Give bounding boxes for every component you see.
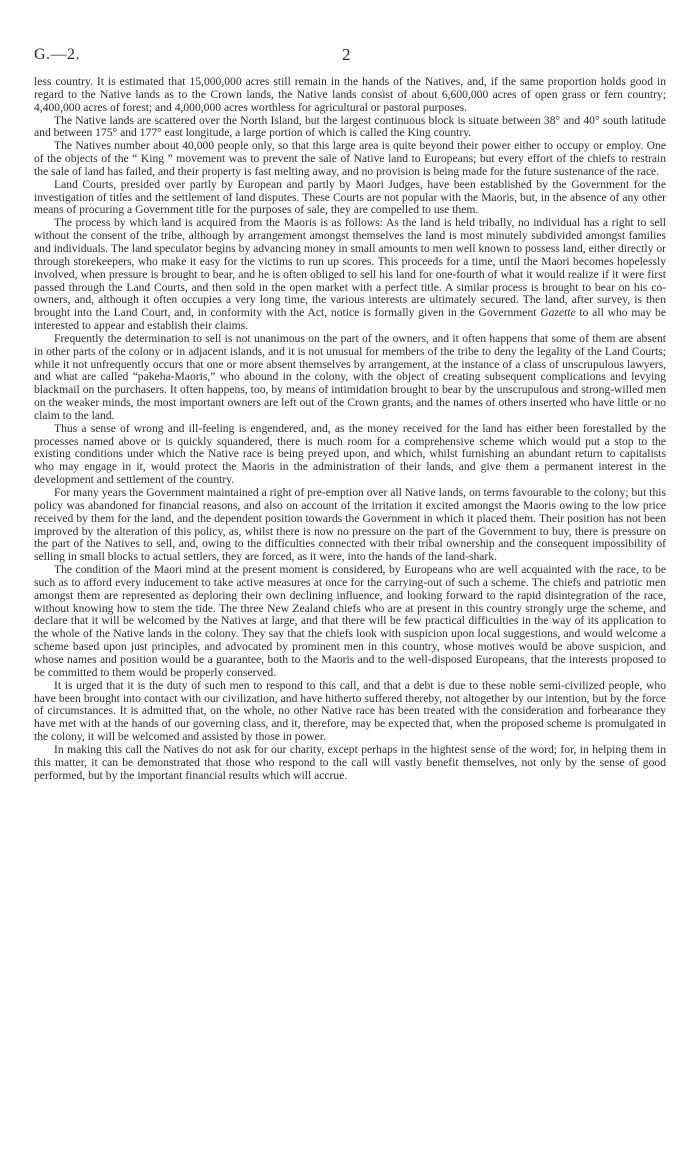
paragraph-text: In making this call the Natives do not ask for our charity, except perhaps in the hightest sense of the word; for, in helping them in this matter, it can be demonstrated that those who respond to the call will vastly benefit themselves, not only by the sense of good performed, but by the important financial results which will accrue. — [34, 742, 666, 782]
paragraph-text: The process by which land is acquired from the Maoris is as follows: As the land is held tribally, no individual has a right to sell without the consent of the tribe, although by arrangement amongst themselves the land is most minutely subdivided amongst families and individuals. The land speculator begins by advancing money in small amounts to men well known to possess land, either directly or through storekeepers, who make it easy for the victims to run up scores. This proceeds for a time, until the Maori becomes hopelessly involved, when pressure is brought to bear, and he is often obliged to sell his land for one-fourth of what it would realize if it were first passed through the Land Courts, and then sold in the open market with a perfect title. A similar process is brought to bear on his co-owners, and, although it often occupies a very long time, the various interests are ultimately secured. The land, after survey, is then brought into the Land Court, and, in conformity with the Act, notice is formally given in the Government — [34, 216, 666, 320]
paragraph — [34, 680, 666, 744]
paragraph — [34, 564, 666, 680]
page-header — [34, 46, 666, 68]
paragraph-text: The condition of the Maori mind at the present moment is considered, by Europeans who are well acquainted with the race, to be such as to afford every inducement to take active measures at once for the carrying-out of such a scheme. The chiefs and patriotic men amongst them are represented as deploring their own declining influence, and looking forward to the rapid disintegration of the race, without knowing how to stem the tide. The three New Zealand chiefs who are at present in this country strongly urge the scheme, and declare that it will be welcomed by the Natives at large, and that there will be few practical difficulties in the way of its application to the whole of the Native lands in the colony. They say that the chiefs look with suspicion upon local suggestions, and would welcome a scheme based upon just principles, and advocated by prominent men in this country, whose motives would be above suspicion, and whose names and position would be a guarantee, both to the Maoris and to the well-disposed Europeans, that the interests proposed to be committed to them would be properly conserved. — [34, 563, 666, 679]
paragraph — [34, 140, 666, 179]
paragraph — [34, 423, 666, 487]
paragraph-text: It is urged that it is the duty of such men to respond to this call, and that a debt is due to these noble semi-civilized people, who have been brought into contact with our civilization, and have hitherto suffered thereby, not altogether by our intention, but by the force of circumstances. It is admitted that, on the whole, no other Native race has been treated with the consideration and forbearance they have met with at the hands of our governing class, and it, therefore, may be expected that, when the proposed scheme is promulgated in the colony, it will be welcomed and assisted by those in power. — [34, 678, 666, 744]
paragraph — [34, 179, 666, 218]
paragraph-text: Land Courts, presided over partly by European and partly by Maori Judges, have been established by the Government for the investigation of titles and the settlement of land disputes. These Courts are not popular with the Maoris, but, in the absence of any other means of procuring a Government title for the purposes of sale, they are compelled to use them. — [34, 177, 666, 217]
paragraph-text: The Native lands are scattered over the North Island, but the largest continuous block is situate between 38° and 40° south latitude and between 175° and 177° east longitude, a large portion of which is called the King country. — [34, 113, 666, 140]
paragraph — [34, 487, 666, 564]
gazette-italic: Gazette — [540, 306, 576, 320]
paragraph — [34, 744, 666, 783]
paragraph — [34, 76, 666, 115]
paragraph-text: Thus a sense of wrong and ill-feeling is engendered, and, as the money received for the land has either been forestalled by the processes named above or is quickly squandered, there is much room for a comprehensive scheme which would put a stop to the existing conditions under which the Native race is being preyed upon, and which, whilst furnishing an abundant return to capitalists who may engage in it, would protect the Maoris in the administration of their lands, and give them a permanent interest in the development and settlement of the country. — [34, 421, 666, 487]
paragraph-text-after: to all who may be interested to appear and establish their claims. — [34, 306, 667, 333]
paragraph — [34, 217, 666, 333]
paragraph-text: less country. It is estimated that 15,000,000 acres still remain in the hands of the Natives, and, if the same proportion holds good in regard to the Native lands as to the Crown lands, the Native lands consist of about 6,600,000 acres of open grass or fern country; 4,400,000 acres of forest; and 4,000,000 acres worthless for agricultural or pastoral purposes. — [34, 75, 666, 114]
paragraph — [34, 115, 666, 141]
paragraph — [34, 333, 666, 423]
body-text — [34, 76, 666, 782]
page-number: 2 — [342, 45, 351, 64]
paragraph-text: The Natives number about 40,000 people only, so that this large area is quite beyond their power either to occupy or employ. One of the objects of the “ King ” movement was to prevent the sale of Native land to Europeans; but every effort of the chiefs to restrain the sale of land has failed, and their property is fast melting away, and no provision is being made for the future sustenance of the race. — [34, 139, 666, 178]
paragraph-text: For many years the Government maintained a right of pre-emption over all Native lands, on terms favourable to the colony; but this policy was abandoned for financial reasons, and also on account of the irritation it excited amongst the Maoris owing to the low price received by them for the land, and the dependent position towards the Government in which it placed them. Their position has not been improved by the alteration of this policy, as, whilst there is now no pressure on the part of the Government to buy, there is pressure on the part of the Natives to sell, and, owing to the difficulties connected with their tribal ownership and the consequent impossibility of selling in small blocks to actual settlers, they are forced, as it were, into the hands of the land-shark. — [34, 486, 666, 564]
paragraph-text: Frequently the determination to sell is not unanimous on the part of the owners, and it often happens that some of them are absent in other parts of the colony or in adjacent islands, and it is not unusual for members of the tribe to deny the legality of the Land Courts; while it not unfrequently occurs that one or more absent themselves by arrangement, at the instance of a class of unscrupulous lawyers, and what are called “pakeha-Maoris,” who abound in the colony, with the object of creating subsequent complications and levying blackmail on the purchasers. It often happens, too, by means of intimidation brought to bear by the unscrupulous and strong-willed men on the weaker minds, the most important owners are left out of the Crown grants, and the names of others inserted who have little or no claim to the land. — [34, 331, 666, 422]
document-reference: G.—2. — [34, 46, 81, 63]
